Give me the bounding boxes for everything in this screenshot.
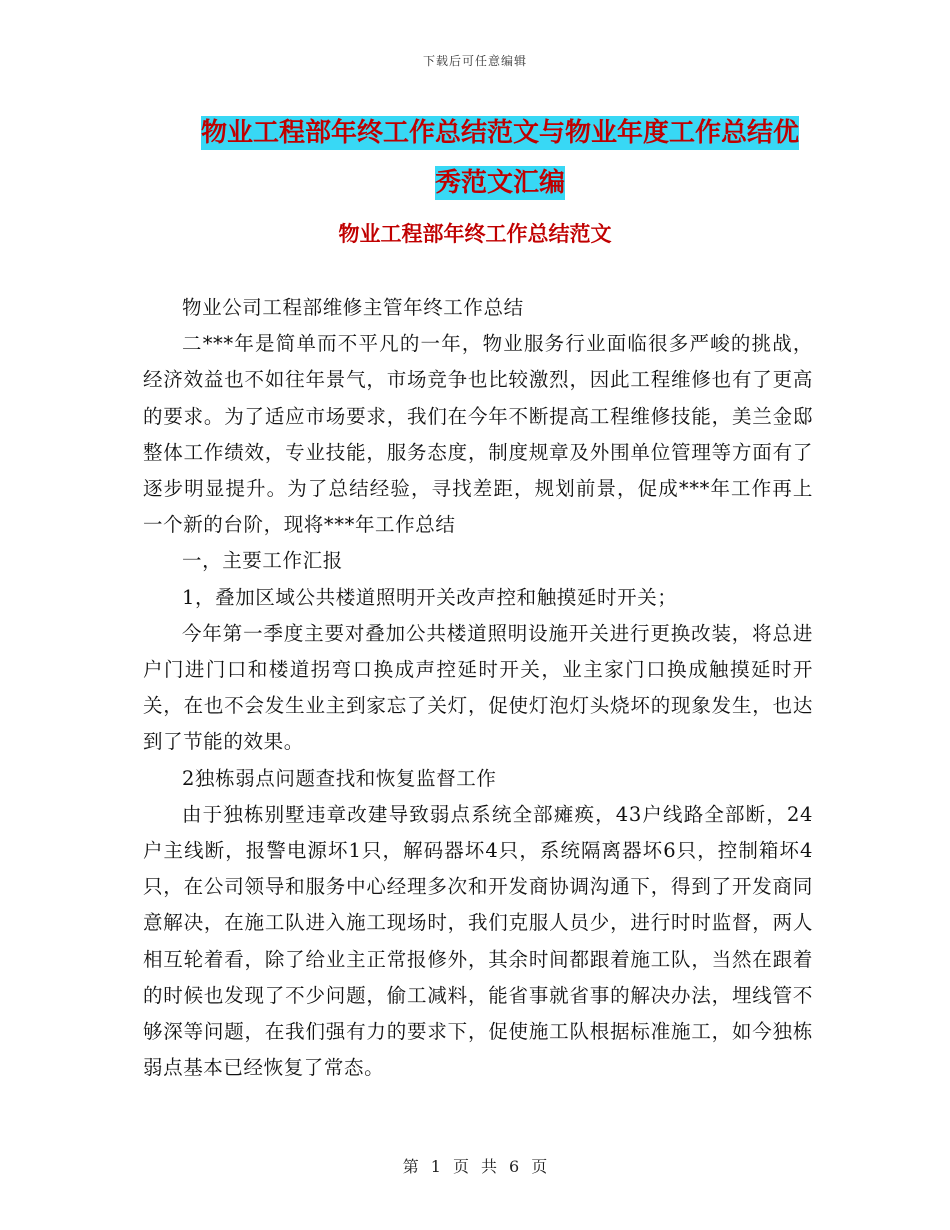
paragraph-intro: 二***年是简单而不平凡的一年，物业服务行业面临很多严峻的挑战，经济效益也不如往年景气，市场竞争也比较激烈，因此工程维修也有了更高的要求。为了适应市场要求，我们在今年不断提高工程维修技能，美兰金邸整体工作绩效，专业技能，服务态度，制度规章及外围单位管理等方面有了逐步明显提升。为了总结经验，寻找差距，规划前景，促成***年工作再上一个新的台阶，现将***年工作总结 xyxy=(143,332,813,537)
header-note: 下载后可任意编辑 xyxy=(422,54,527,68)
document-main-title xyxy=(150,108,850,208)
paragraph-item-2-heading: 2独栋弱点问题查找和恢复监督工作 xyxy=(182,766,497,790)
paragraph-item-1-body: 今年第一季度主要对叠加公共楼道照明设施开关进行更换改装，将总进户门进门口和楼道拐弯口换成声控延时开关，业主家门口换成触摸延时开关，在也不会发生业主到家忘了关灯，促使灯泡灯头烧坏的现象发生，也达到了节能的效果。 xyxy=(143,621,813,754)
footer-mid: 页 xyxy=(452,1157,469,1176)
footer-total-prefix: 共 xyxy=(481,1157,498,1176)
main-title-line-2: 秀范文汇编 xyxy=(434,168,565,198)
paragraph-item-1-heading: 1，叠加区域公共楼道照明开关改声控和触摸延时开关； xyxy=(182,585,678,609)
document-body xyxy=(143,290,813,1086)
page-footer xyxy=(0,1154,950,1177)
footer-page-number: 1 xyxy=(430,1157,441,1176)
footer-prefix: 第 xyxy=(402,1157,419,1176)
footer-suffix: 页 xyxy=(531,1157,548,1176)
main-title-line-1: 物业工程部年终工作总结范文与物业年度工作总结优 xyxy=(200,118,799,148)
footer-total-pages: 6 xyxy=(509,1157,520,1176)
paragraph-item-2-body: 由于独栋别墅违章改建导致弱点系统全部瘫痪，43户线路全部断，24户主线断，报警电源坏1只，解码器坏4只，系统隔离器坏6只，控制箱坏4只，在公司领导和服务中心经理多次和开发商协调沟通下，得到了开发商同意解决，在施工队进入施工现场时，我们克服人员少，进行时时监督，两人相互轮着看，除了给业主正常报修外，其余时间都跟着施工队，当然在跟着的时候也发现了不少问题，偷工减料，能省事就省事的解决办法，埋线管不够深等问题，在我们强有力的要求下，促使施工队根据标准施工，如今独栋弱点基本已经恢复了常态。 xyxy=(143,802,813,1080)
section-title: 物业工程部年终工作总结范文 xyxy=(338,221,612,246)
paragraph-heading-main-work: 一，主要工作汇报 xyxy=(182,549,343,573)
paragraph-subtitle: 物业公司工程部维修主管年终工作总结 xyxy=(182,296,524,319)
